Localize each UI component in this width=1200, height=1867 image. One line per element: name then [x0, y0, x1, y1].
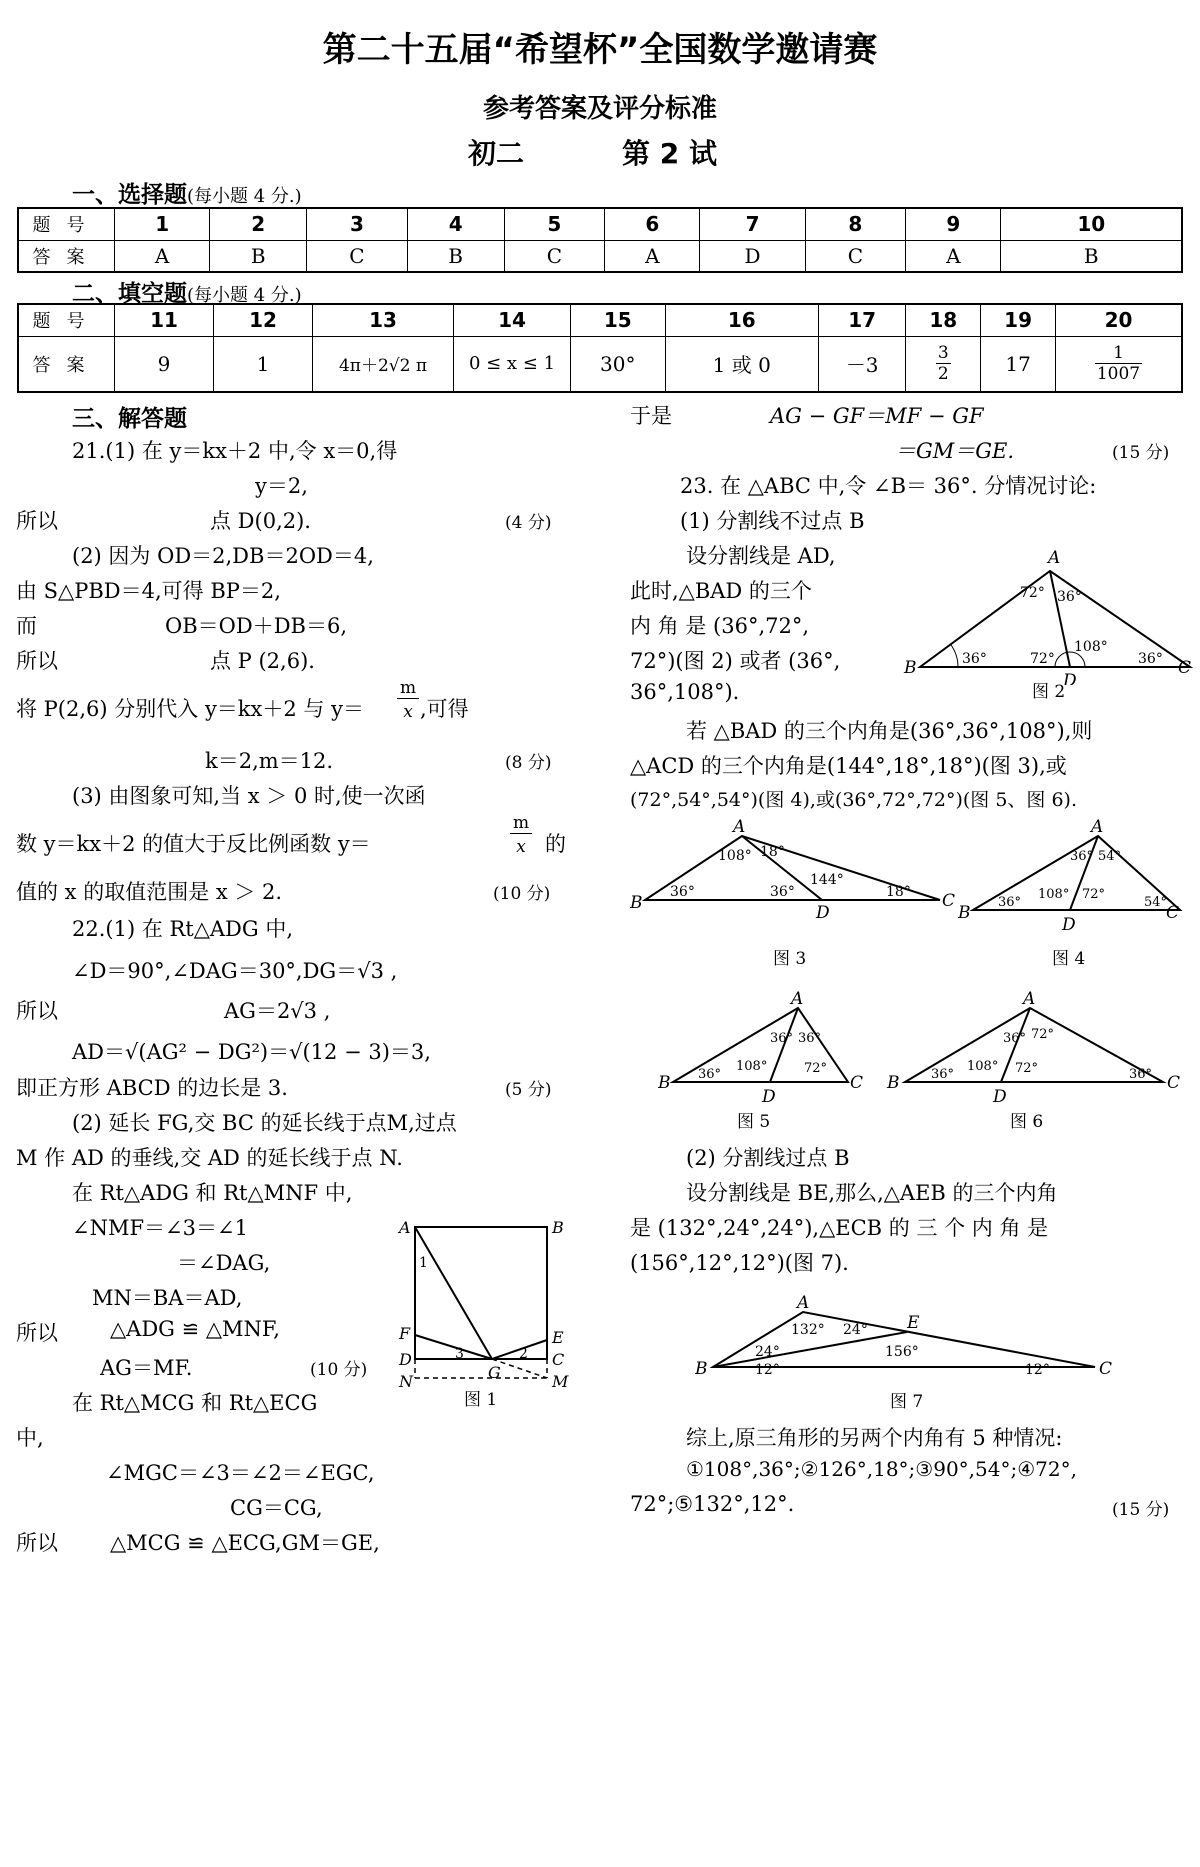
score-label: (15 分): [1112, 1500, 1170, 1520]
score-label: (10 分): [310, 1360, 368, 1380]
score-label: (10 分): [493, 884, 551, 904]
text-line: 设分割线是 AD,: [686, 544, 836, 568]
angle-label: 72°: [1031, 1027, 1055, 1042]
point-label: C: [850, 1073, 864, 1093]
point-label: D: [762, 1087, 776, 1105]
text-line: 所以: [16, 1531, 58, 1555]
angle-label: 108°: [718, 848, 752, 864]
angle-label: 12°: [1025, 1362, 1050, 1378]
text-line: 是 (132°,24°,24°),△ECB 的 三 个 内 角 是: [630, 1216, 1049, 1240]
figure-6-caption: 图 6: [1010, 1112, 1044, 1132]
angle-label: 108°: [967, 1059, 999, 1074]
text-line: 72°;⑤132°,12°.: [630, 1492, 795, 1516]
point-label: C: [1167, 1073, 1181, 1093]
eq-line: 点 D(0,2).: [210, 509, 311, 533]
point-label: D: [993, 1087, 1007, 1105]
angle-label: 12°: [755, 1362, 780, 1378]
text-line: △ACD 的三个内角是(144°,18°,18°)(图 3),或: [630, 754, 1067, 778]
point-label: A: [1048, 548, 1061, 568]
angle-label: 36°: [698, 1067, 722, 1082]
point-label: A: [1091, 818, 1104, 837]
figure-4: [958, 818, 1193, 933]
score-label: (15 分): [1112, 443, 1170, 463]
text-line: (2) 分割线过点 B: [686, 1146, 850, 1170]
angle-label: 54°: [1144, 895, 1168, 910]
point-label: C: [1166, 903, 1180, 923]
text-line: 中,: [16, 1426, 44, 1450]
angle-label: 36°: [1070, 849, 1094, 864]
point-label: B: [695, 1359, 708, 1379]
q22-part1: 22.(1) 在 Rt△ADG 中,: [72, 917, 294, 941]
multiple-choice-table: [17, 207, 1183, 273]
point-label: A: [733, 818, 746, 837]
angle-label: 24°: [843, 1322, 868, 1338]
point-label: B: [552, 1218, 564, 1237]
point-label: B: [904, 658, 917, 678]
eq-line: OB＝OD＋DB＝6,: [165, 614, 348, 638]
text-line: 由 S△PBD＝4,可得 BP＝2,: [16, 579, 281, 603]
point-label: A: [797, 1293, 810, 1313]
point-label: B: [958, 903, 971, 923]
angle-label: 36°: [998, 895, 1022, 910]
figure-1-caption: 图 1: [464, 1390, 498, 1410]
eq-line: ∠MGC＝∠3＝∠2＝∠EGC,: [106, 1461, 375, 1485]
text-line: 而: [16, 614, 37, 638]
point-label: C: [1178, 658, 1192, 678]
point-label: B: [630, 893, 643, 913]
text-line: 在 Rt△MCG 和 Rt△ECG: [72, 1391, 318, 1415]
angle-label: 72°: [804, 1061, 828, 1076]
point-label: M: [552, 1372, 569, 1391]
angle-label: 36°: [798, 1031, 822, 1046]
table-row: 题号 11 12 13 14 15 16 17 18 19 20: [18, 304, 1182, 336]
text-line: ,可得: [420, 697, 469, 721]
point-label: D: [1062, 915, 1076, 933]
q21-part1: 21.(1) 在 y＝kx＋2 中,令 x＝0,得: [72, 439, 398, 463]
point-label: G: [488, 1363, 501, 1382]
fraction-numerator: m: [397, 678, 419, 699]
eq-line: ＝GM＝GE.: [895, 439, 1015, 463]
point-label: C: [942, 891, 956, 911]
angle-label: 108°: [1074, 639, 1108, 655]
section-multiple-choice-heading: 一、选择题(每小题 4 分.): [72, 182, 302, 208]
text-line: 若 △BAD 的三个内角是(36°,36°,108°),则: [686, 719, 1093, 743]
fraction-numerator: m: [510, 813, 532, 834]
angle-label: 144°: [810, 872, 844, 888]
point-label: A: [1023, 990, 1036, 1009]
figure-5: [658, 990, 868, 1105]
point-label: B: [658, 1073, 671, 1093]
text-line: (2) 延长 FG,交 BC 的延长线于点M,过点: [72, 1111, 457, 1135]
angle-label: 2: [519, 1346, 528, 1362]
eq-line: k＝2,m＝12.: [205, 749, 334, 773]
text-line: 将 P(2,6) 分别代入 y＝kx＋2 与 y＝: [16, 697, 364, 721]
angle-label: 36°: [1138, 651, 1163, 667]
text-line: 36°,108°).: [630, 680, 740, 704]
angle-label: 156°: [885, 1344, 919, 1360]
angle-label: 108°: [736, 1059, 768, 1074]
angle-label: 72°: [1015, 1061, 1039, 1076]
eq-line: ∠NMF＝∠3＝∠1: [72, 1216, 248, 1240]
angle-label: 54°: [1098, 849, 1122, 864]
text-line: 此时,△BAD 的三个: [630, 579, 812, 603]
angle-label: 108°: [1038, 887, 1070, 902]
grade-label: 初二: [468, 137, 525, 170]
angle-label: 36°: [770, 1031, 794, 1046]
angle-label: 36°: [962, 651, 987, 667]
angle-arc: [951, 645, 958, 667]
page-subtitle: 参考答案及评分标准: [482, 94, 717, 124]
eq-line: MN＝BA＝AD,: [92, 1286, 243, 1310]
text-line: (156°,12°,12°)(图 7).: [630, 1251, 849, 1275]
text-line: 72°)(图 2) 或者 (36°,: [630, 649, 841, 673]
eq-line: CG＝CG,: [230, 1496, 323, 1520]
eq-line: AG − GF＝MF − GF: [770, 404, 984, 428]
table-row: 答案 A B C B C A D C A B: [18, 240, 1182, 272]
text-line: (72°,54°,54°)(图 4),或(36°,72°,72°)(图 5、图 6).: [630, 789, 1077, 811]
angle-label: 36°: [1129, 1067, 1153, 1082]
angle-label: 132°: [791, 1322, 825, 1338]
fraction-denominator: x: [516, 837, 526, 857]
angle-label: 36°: [1003, 1031, 1027, 1046]
point-label: A: [791, 990, 804, 1009]
point-label: A: [399, 1218, 411, 1237]
point-label: C: [552, 1350, 565, 1369]
figure-6: [885, 990, 1185, 1105]
figure-2: [900, 545, 1195, 685]
angle-label: 72°: [1020, 585, 1045, 601]
angle-label: 18°: [886, 884, 911, 900]
point-label: N: [399, 1372, 413, 1391]
eq-line: △MCG ≌ △ECG,GM＝GE,: [110, 1531, 380, 1555]
eq-line: AG＝2√3 ,: [224, 999, 331, 1023]
eq-line: AD＝√(AG² − DG²)＝√(12 − 3)＝3,: [72, 1040, 431, 1064]
score-label: (8 分): [505, 753, 552, 773]
angle-label: 18°: [760, 844, 785, 860]
point-label: D: [816, 903, 830, 923]
text-line: 综上,原三角形的另两个内角有 5 种情况:: [686, 1426, 1063, 1450]
eq-line: ＝∠DAG,: [177, 1251, 271, 1275]
figure-7: [695, 1290, 1135, 1385]
angle-label: 36°: [670, 884, 695, 900]
text-line: 值的 x 的取值范围是 x ＞ 2.: [16, 880, 283, 904]
text-line: (1) 分割线不过点 B: [680, 509, 865, 533]
table-row: 答案 9 1 4π＋2√2 π 0 ≤ x ≤ 1 30° 1 或 0 －3 $\frac{3}{2}$ 17 $\frac{1}{1007}$: [18, 336, 1182, 392]
angle-label: 1: [419, 1255, 428, 1271]
figure-4-caption: 图 4: [1052, 949, 1086, 969]
angle-label: 36°: [1057, 589, 1082, 605]
eq-line: ∠D＝90°,∠DAG＝30°,DG＝√3 ,: [72, 959, 398, 983]
q23-intro: 23. 在 △ABC 中,令 ∠B＝ 36°. 分情况讨论:: [680, 474, 1097, 498]
fraction-3-2: $\frac{3}{2}$: [937, 343, 949, 385]
text-line: 所以: [16, 509, 58, 533]
point-label: E: [552, 1328, 564, 1347]
text-line: 于是: [630, 404, 672, 428]
text-line: 即正方形 ABCD 的边长是 3.: [16, 1076, 288, 1100]
text-line: 所以: [16, 999, 58, 1023]
text-line: M 作 AD 的垂线,交 AD 的延长线于点 N.: [16, 1146, 403, 1170]
angle-label: 72°: [1030, 651, 1055, 667]
score-label: (4 分): [505, 513, 552, 533]
text-line: 在 Rt△ADG 和 Rt△MNF 中,: [72, 1181, 353, 1205]
text-line: ①108°,36°;②126°,18°;③90°,54°;④72°,: [686, 1457, 1077, 1481]
page-title: 第二十五届“希望杯”全国数学邀请赛: [322, 30, 878, 70]
text-line: 数 y＝kx＋2 的值大于反比例函数 y＝: [16, 832, 371, 856]
point-label: D: [399, 1350, 412, 1369]
figure-3-caption: 图 3: [773, 949, 807, 969]
eq-line: △ADG ≌ △MNF,: [110, 1317, 280, 1341]
section-fill-in-heading: 二、填空题(每小题 4 分.): [72, 281, 302, 307]
text-line: 的: [545, 832, 566, 856]
text-line: 所以: [16, 1321, 58, 1345]
score-label: (5 分): [505, 1080, 552, 1100]
point-label: E: [907, 1313, 920, 1333]
figure-2-caption: 图 2: [1032, 682, 1066, 702]
fill-in-table: [17, 303, 1183, 393]
point-label: F: [399, 1324, 411, 1343]
eq-line: y＝2,: [255, 474, 308, 498]
point-label: B: [887, 1073, 900, 1093]
text-line: (2) 因为 OD＝2,DB＝2OD＝4,: [72, 544, 374, 568]
eq-line: AG＝MF.: [100, 1356, 193, 1380]
round-label: 第 2 试: [622, 137, 717, 170]
point-label: C: [1099, 1359, 1113, 1379]
angle-label: 72°: [1082, 887, 1106, 902]
text-line: 内 角 是 (36°,72°,: [630, 614, 810, 638]
angle-label: 36°: [770, 884, 795, 900]
angle-label: 3: [455, 1346, 464, 1362]
figure-5-caption: 图 5: [737, 1112, 771, 1132]
figure-3: [630, 818, 960, 928]
fraction-denominator: x: [403, 702, 413, 722]
text-line: (3) 由图象可知,当 x ＞ 0 时,使一次函: [72, 784, 426, 808]
figure-7-caption: 图 7: [890, 1392, 924, 1412]
figure-1: [395, 1215, 580, 1400]
text-line: 所以: [16, 649, 58, 673]
fraction-1-1007: $\frac{1}{1007}$: [1096, 343, 1141, 385]
text-line: 设分割线是 BE,那么,△AEB 的三个内角: [686, 1181, 1058, 1205]
eq-line: 点 P (2,6).: [210, 649, 315, 673]
point-label: D: [1063, 671, 1077, 685]
angle-label: 24°: [755, 1344, 780, 1360]
section-solutions-heading: 三、解答题: [72, 406, 187, 432]
table-row: 题号 1 2 3 4 5 6 7 8 9 10: [18, 208, 1182, 240]
angle-label: 36°: [931, 1067, 955, 1082]
